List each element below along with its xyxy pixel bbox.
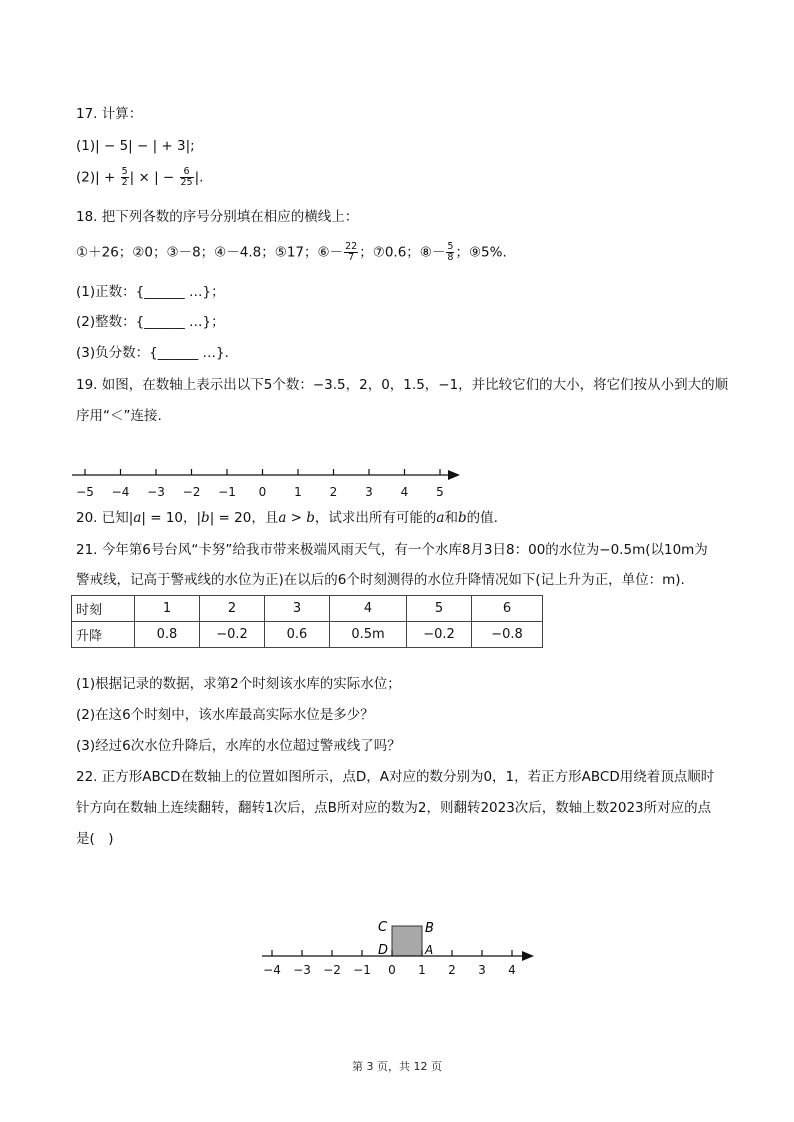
q19-number-line	[60, 460, 480, 502]
table-cell: 3	[265, 596, 330, 622]
q22-tick-label: 3	[478, 963, 486, 977]
q22-line1: 22. 正方形ABCD在数轴上的位置如图所示，点D，A对应的数分别为0，1，若正方形ABCD用绕着顶点顺时	[76, 769, 715, 785]
q18-stem: 18. 把下列各数的序号分别填在相应的横线上：	[76, 209, 359, 225]
q19-axis-arrow	[448, 470, 460, 480]
square-abcd	[392, 926, 422, 956]
table-cell: 2	[200, 596, 265, 622]
q19-tick-label: 2	[329, 485, 338, 499]
q19-tick-label: −4	[111, 485, 130, 499]
page-footer: 第 3 页，共 12 页	[352, 1060, 442, 1073]
q18-category-positive: (1)正数：{______ …}；	[76, 284, 225, 300]
q19-tick-label: 5	[436, 485, 444, 499]
q18-category-negative-fraction: (3)负分数：{______ …}.	[76, 345, 229, 361]
q22-tick-label: −3	[293, 963, 311, 977]
q20-text: 20. 已知|a| = 10，|b| = 20，且a > b，试求出所有可能的a和b的值.	[76, 510, 498, 526]
table-cell: 4	[330, 596, 407, 622]
q19-tick-label: −5	[76, 485, 94, 499]
table-cell: 0.6	[265, 622, 330, 648]
q22-line2: 针方向在数轴上连续翻转，翻转1次后，点B所对应的数为2，则翻转2023次后，数轴上数2023所对应的点	[76, 800, 712, 816]
q19-tick-label: 1	[294, 485, 302, 499]
q19-tick-label: 0	[258, 485, 267, 499]
q22-tick-label: −2	[323, 963, 341, 977]
q22-tick-label: 0	[388, 963, 396, 977]
q21-line1: 21. 今年第6号台风“卡努”给我市带来极端风雨天气，有一个水库8月3日8：00的水位为−0.5m(以10m为	[76, 542, 708, 558]
q21-record-table	[71, 595, 543, 648]
table-cell: −0.2	[407, 622, 472, 648]
q19-tick-label: 4	[400, 485, 409, 499]
q19-line1: 19. 如图，在数轴上表示出以下5个数：−3.5，2，0，1.5，−1，并比较它们的大小，将它们按从小到大的顺	[76, 377, 729, 393]
q17-part2: (2)| + $\frac{5}{2}$ | × | − $\frac{6}{25}$ |.	[76, 166, 204, 188]
q21-sub2: (2)在这6个时刻中，该水库最高实际水位是多少？	[76, 707, 374, 723]
q22-tick-label: 1	[418, 963, 426, 977]
q22-tick-label: 2	[448, 963, 456, 977]
q22-tick-label: −4	[263, 963, 281, 977]
q19-tick-label: −1	[218, 485, 236, 499]
table-row	[72, 622, 543, 648]
table-cell: 时刻	[72, 596, 135, 622]
point-label-d: D	[378, 943, 389, 958]
table-row	[72, 596, 543, 622]
q22-line3: 是( )	[76, 831, 114, 847]
q21-line2: 警戒线，记高于警戒线的水位为正)在以后的6个时刻测得的水位升降情况如下(记上升为正，单位：m).	[76, 572, 685, 588]
point-label-c: C	[378, 920, 388, 935]
q19-line2: 序用“＜”连接.	[76, 408, 162, 424]
q17-stem: 17. 计算：	[76, 106, 143, 122]
q19-tick-label: −2	[182, 485, 201, 499]
q22-tick-label: −1	[353, 963, 371, 977]
q18-category-integer: (2)整数：{______ …}；	[76, 314, 225, 330]
point-label-b: B	[425, 921, 434, 936]
q22-figure	[250, 912, 550, 984]
q22-axis-arrow	[522, 951, 534, 961]
table-cell: −0.2	[200, 622, 265, 648]
q19-tick-label: −3	[147, 485, 165, 499]
table-cell: 6	[472, 596, 543, 622]
table-cell: 0.5m	[330, 622, 407, 648]
q22-tick-label: 4	[508, 963, 516, 977]
q21-sub3: (3)经过6次水位升降后，水库的水位超过警戒线了吗？	[76, 738, 401, 754]
table-cell: 0.8	[135, 622, 200, 648]
table-cell: 1	[135, 596, 200, 622]
point-label-a: A	[425, 943, 434, 957]
q18-numbers: ①＋26；②0；③－8；④－4.8；⑤17；⑥－ $\frac{22}{7}$ ；⑦0.6；⑧－ $\frac{5}{8}$ ；⑨5%.	[76, 241, 507, 263]
q21-sub1: (1)根据记录的数据，求第2个时刻该水库的实际水位；	[76, 676, 401, 692]
table-cell: −0.8	[472, 622, 543, 648]
q19-tick-label: 3	[365, 485, 373, 499]
q17-part1: (1)| − 5| − | + 3|;	[76, 138, 195, 154]
table-cell: 升降	[72, 622, 135, 648]
table-cell: 5	[407, 596, 472, 622]
